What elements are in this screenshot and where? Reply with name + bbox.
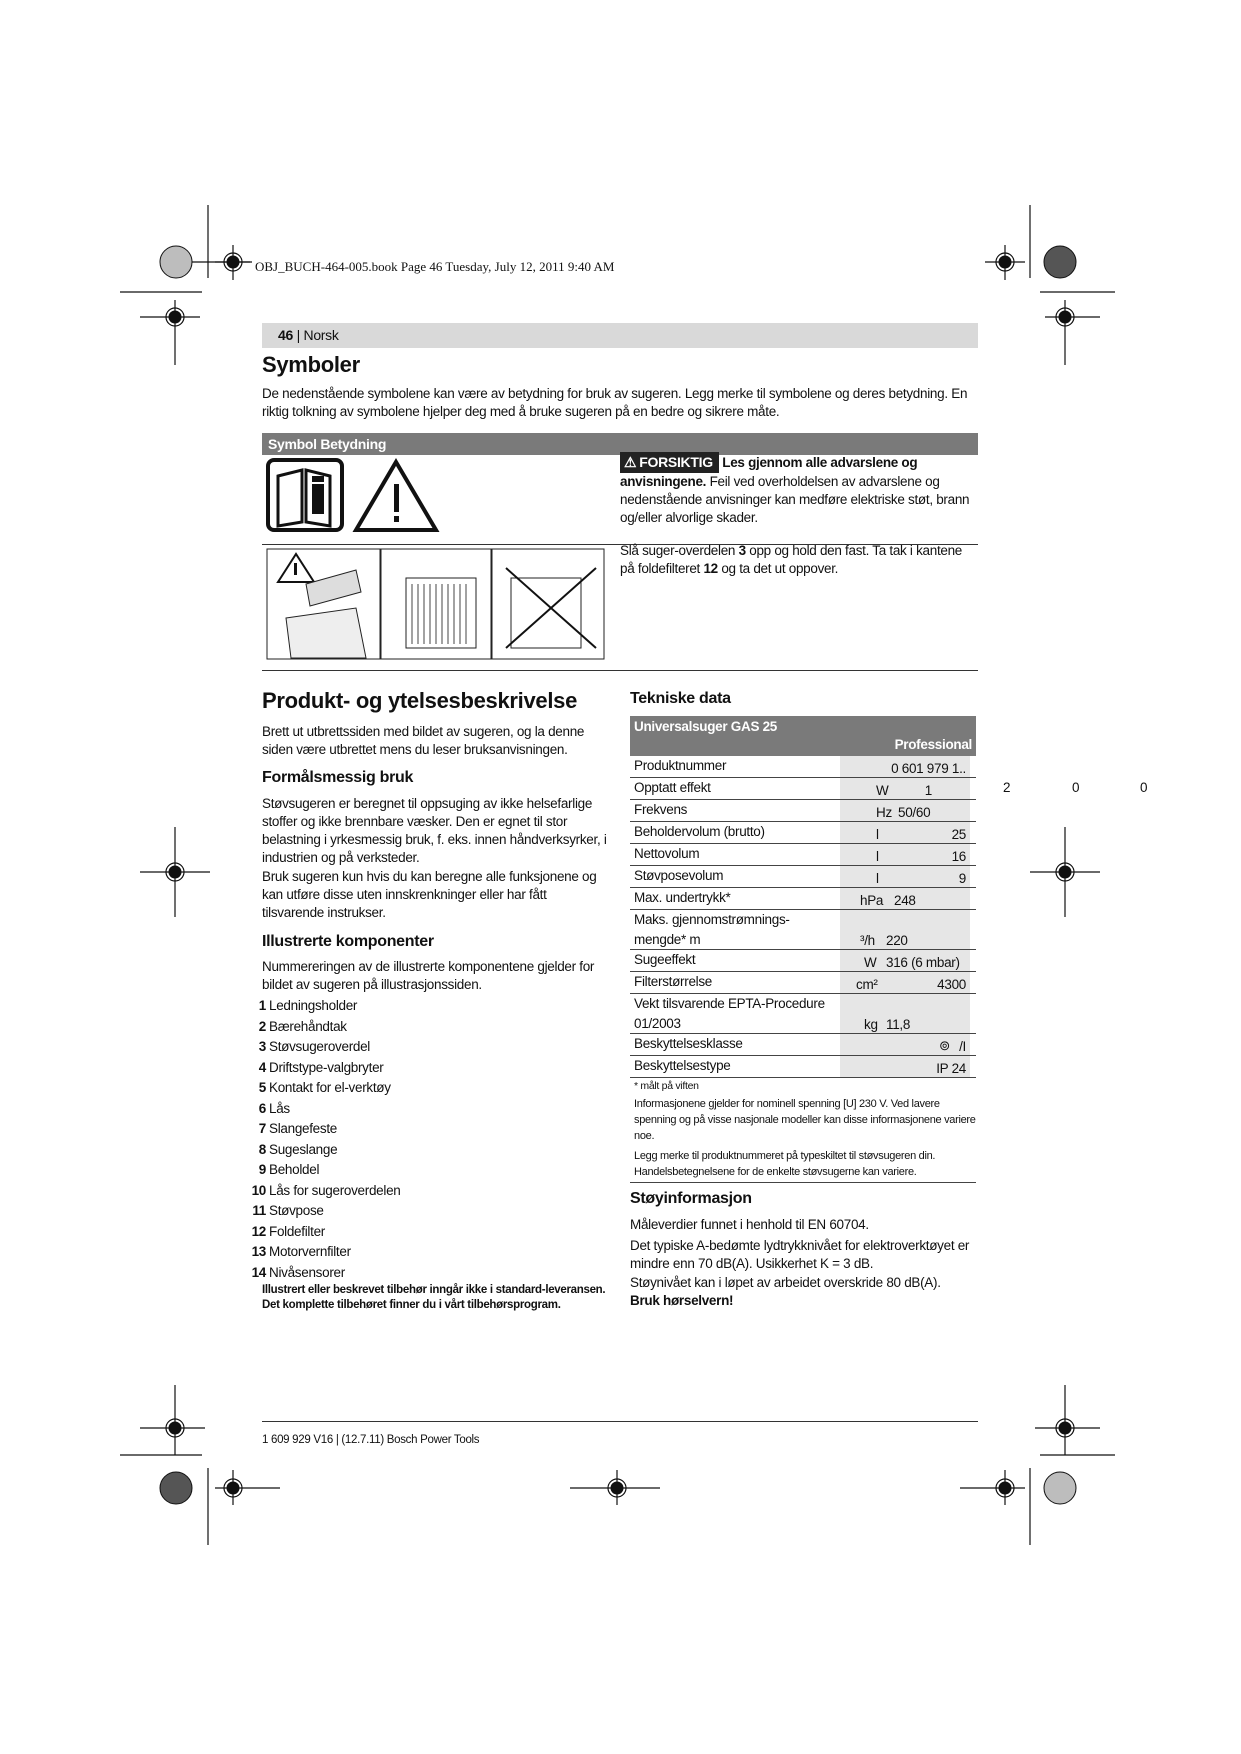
list-item: 1 Ledningsholder <box>258 998 358 1013</box>
table-row: Nettovolum l 16 <box>630 844 976 866</box>
list-item: 10 Lås for sugeroverdelen <box>251 1182 401 1198</box>
table-row: Beskyttelsestype IP 24 <box>630 1056 976 1078</box>
components-title: Illustrerte komponenter <box>262 933 434 950</box>
list-item: 13 Motorvernfilter <box>251 1244 351 1259</box>
tech-note-2: Legg merke til produktnummeret på typeskiltet til støvsugeren din. Handelsbetegnelsene for de enkelte støvsugerne kan variere. <box>630 1148 976 1183</box>
footer-divider <box>262 1421 978 1422</box>
stray-digit: 0 <box>1072 780 1080 795</box>
filter-instruction: Slå suger-overdelen 3 opp og hold den fast. Ta tak i kantene på foldefilteret 12 og ta det ut oppover. <box>620 543 963 576</box>
table-row: Opptatt effekt W 1 <box>630 778 976 800</box>
page-number: 46 <box>278 327 293 343</box>
list-item: 5 Kontakt for el-verktøy <box>258 1080 391 1095</box>
list-item: 4 Driftstype-valgbryter <box>258 1059 384 1075</box>
table-row: Beskyttelsesklasse ⊚ /I <box>630 1034 976 1056</box>
page-language: Norsk <box>303 327 339 343</box>
noise-p1: Måleverdier funnet i henhold til EN 60704. <box>630 1217 869 1232</box>
warning-text: Feil ved overholdelsen av advarslene og nedenstående anvisninger kan medføre elektriske støt, brann og/eller alvorlige skader. <box>620 474 970 525</box>
book-header: OBJ_BUCH-464-005.book Page 46 Tuesday, July 12, 2011 9:40 AM <box>255 259 615 274</box>
list-item: 6 Lås <box>258 1100 290 1116</box>
table-row: Maks. gjennomstrømnings-mengde* m ³/h 220 <box>630 910 976 950</box>
tech-footnote: * målt på viften <box>634 1080 699 1092</box>
list-item: 14 Nivåsensorer <box>251 1264 345 1280</box>
table-row: Vekt tilsvarende EPTA-Procedure 01/2003 kg 11,8 <box>630 994 976 1034</box>
use-title: Formålsmessig bruk <box>262 769 414 786</box>
product-intro: Brett ut utbrettssiden med bildet av sugeren, og la denne siden være utbrettet mens du leser bruksanvisningen. <box>262 724 585 757</box>
list-item: 11 Støvpose <box>252 1203 324 1218</box>
noise-p4: Bruk hørselvern! <box>630 1293 734 1308</box>
model-series: Professional <box>894 737 972 752</box>
use-paragraph-2: Bruk sugeren kun hvis du kan beregne alle funksjonene og kan utføre disse uten innskrenkninger eller har fått tilsvarende instrukser. <box>262 869 597 920</box>
components-list <box>240 996 600 1283</box>
table-row: Støvposevolum l 9 <box>630 866 976 888</box>
protection-class-icon: ⊚ <box>938 1038 950 1053</box>
accessory-note: Illustrert eller beskrevet tilbehør inngår ikke i standard-leveransen. Det komplette tilbehøret finner du i vårt tilbehørsprogram. <box>262 1284 606 1311</box>
tech-note-1: Informasjonene gjelder for nominell spenning [U] 230 V. Ved lavere spenning og på visse nasjonale modeller kan disse informasjonene variere noe. <box>634 1098 976 1142</box>
tech-table-header <box>630 716 976 756</box>
stray-digit: 0 <box>1140 780 1148 795</box>
noise-p2: Det typiske A-bedømte lydtrykknivået for elektroverktøyet er mindre enn 70 dB(A). Usikkerhet K = 3 dB. <box>630 1238 970 1271</box>
use-paragraph-1: Støvsugeren er beregnet til oppsuging av ikke helsefarlige stoffer og ikke brennbare væsker. Den er egnet til stor belastning i yrkesmessig bruk, f. eks. innen håndverksyrker, i industrien og på verksteder. <box>262 796 607 865</box>
noise-p3: Støynivået kan i løpet av arbeidet overskride 80 dB(A). <box>630 1275 941 1290</box>
page-header: 46 | Norsk <box>262 323 978 348</box>
list-item: 12 Foldefilter <box>251 1223 325 1239</box>
symbol-table-header: Symbol Betydning <box>262 433 978 455</box>
warning-block <box>620 452 976 527</box>
product-title: Produkt- og ytelsesbeskrivelse <box>262 688 578 713</box>
list-item: 8 Sugeslange <box>258 1141 338 1157</box>
components-intro: Nummereringen av de illustrerte komponentene gjelder for bildet av sugeren på illustrasjonssiden. <box>262 959 595 992</box>
warning-badge: ⚠ FORSIKTIG <box>620 452 719 473</box>
tech-table <box>630 716 976 1183</box>
manual-warning-icons <box>266 458 446 534</box>
page-footer: 1 609 929 V16 | (12.7.11) Bosch Power Tools <box>262 1434 480 1446</box>
warning-bold: Les gjennom alle advarslene og anvisningene. <box>620 455 918 489</box>
section-divider <box>262 670 978 671</box>
table-row: Beholdervolum (brutto) l 25 <box>630 822 976 844</box>
table-row: Max. undertrykk* hPa 248 <box>630 888 976 910</box>
symbols-title: Symboler <box>262 352 360 377</box>
table-row: Frekvens Hz 50/60 <box>630 800 976 822</box>
stray-digit: 2 <box>1003 780 1011 795</box>
list-item: 9 Beholdel <box>258 1162 320 1177</box>
list-item: 7 Slangefeste <box>258 1121 338 1136</box>
list-item: 3 Støvsugeroverdel <box>258 1039 370 1054</box>
symbols-intro: De nedenstående symbolene kan være av betydning for bruk av sugeren. Legg merke til symbolene og deres betydning. En riktig tolkning av symbolene hjelper deg med å bruke sugeren på en bedre og sikrere måte. <box>262 386 968 419</box>
table-row: Sugeeffekt W 316 (6 mbar) <box>630 950 976 972</box>
table-row: Produktnummer 0 601 979 1.. <box>630 756 976 778</box>
model-name: Universalsuger GAS 25 <box>634 719 778 734</box>
tech-title: Tekniske data <box>630 690 731 707</box>
filter-removal-illustration <box>266 548 606 660</box>
noise-title: Støyinformasjon <box>630 1190 752 1207</box>
list-item: 2 Bærehåndtak <box>258 1018 347 1034</box>
warning-triangle-icon: ⚠ <box>624 454 637 470</box>
table-row: Filterstørrelse cm² 4300 <box>630 972 976 994</box>
